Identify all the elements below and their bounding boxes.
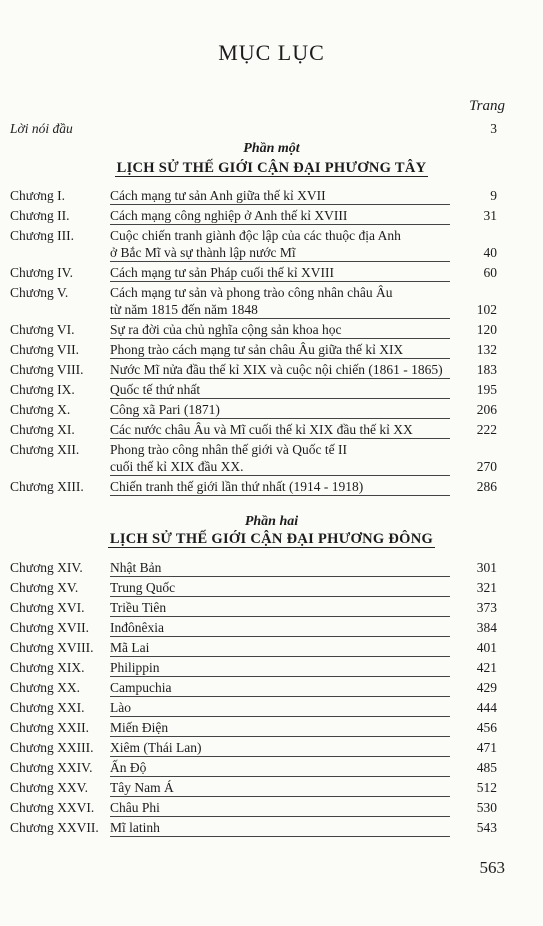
chapter-entry: [0, 819, 543, 836]
chapter-title-line: Các nước châu Âu và Mĩ cuối thế kỉ XIX đầu thế kỉ XX: [110, 422, 413, 437]
chapter-title-line: Mã Lai: [110, 640, 150, 655]
chapter-page: 195: [476, 382, 497, 397]
chapter-entry: [0, 559, 543, 576]
chapter-page: 421: [476, 660, 497, 675]
chapter-entry: [0, 264, 543, 281]
chapter-page: 384: [476, 620, 497, 635]
chapter-page: 120: [476, 322, 497, 337]
chapter-number: Chương VII.: [10, 342, 79, 357]
chapter-title-line: Cách mạng tư sản Pháp cuối thế kỉ XVIII: [110, 265, 335, 280]
chapter-title: [110, 187, 450, 205]
chapter-number: Chương XII.: [10, 442, 80, 457]
chapter-number: Chương XXV.: [10, 780, 88, 795]
chapter-title-line: Công xã Pari (1871): [110, 402, 220, 417]
chapter-title: [110, 321, 450, 339]
chapter-page: 9: [490, 188, 497, 203]
page-column-header: Trang: [469, 98, 505, 114]
chapter-entry: [0, 361, 543, 378]
chapter-title-line: Mĩ latinh: [110, 820, 160, 835]
chapter-page: 471: [476, 740, 497, 755]
chapter-page: 530: [476, 800, 497, 815]
chapter-number: Chương X.: [10, 402, 71, 417]
chapter-title: [110, 579, 450, 597]
chapter-title-line: Sự ra đời của chủ nghĩa cộng sản khoa học: [110, 322, 342, 337]
chapter-page: 401: [476, 640, 497, 655]
chapter-entry: [0, 739, 543, 756]
chapter-page: 286: [476, 479, 497, 494]
chapter-title: [110, 264, 450, 282]
chapter-number: Chương XXIV.: [10, 760, 93, 775]
chapter-title-line: Triều Tiên: [110, 600, 167, 615]
chapter-title-line: Cách mạng công nghiệp ở Anh thế kỉ XVIII: [110, 208, 348, 223]
chapter-number: Chương XXVI.: [10, 800, 95, 815]
chapter-title-line: Chiến tranh thế giới lần thứ nhất (1914 - 1918): [110, 479, 364, 494]
chapter-entry: [0, 401, 543, 418]
chapter-title-line: Ấn Độ: [110, 760, 147, 775]
chapter-entry: [0, 599, 543, 616]
chapter-entry: [0, 779, 543, 796]
chapter-entry: [0, 679, 543, 696]
chapter-title-line: Nhật Bản: [110, 560, 162, 575]
chapter-title: [110, 599, 450, 617]
chapter-title: [110, 659, 450, 677]
chapter-title-line: Philippin: [110, 660, 160, 675]
chapter-number: Chương XIX.: [10, 660, 85, 675]
chapter-entry: [0, 478, 543, 495]
chapter-title-line: Lào: [110, 700, 131, 715]
chapter-entry: [0, 639, 543, 656]
chapter-title-line: Tây Nam Á: [110, 780, 174, 795]
chapter-number: Chương XXII.: [10, 720, 89, 735]
chapter-entry: [0, 207, 543, 224]
chapter-number: Chương XI.: [10, 422, 75, 437]
chapter-entry: [0, 659, 543, 676]
chapter-title: [110, 759, 450, 777]
chapter-title-line: Xiêm (Thái Lan): [110, 740, 202, 755]
chapter-number: Chương I.: [10, 188, 65, 203]
chapter-entry: [0, 799, 543, 816]
chapter-number: Chương XVI.: [10, 600, 85, 615]
intro-page: 3: [490, 121, 497, 136]
part-two-label: Phần hai: [244, 514, 299, 529]
chapter-number: Chương XXVII.: [10, 820, 99, 835]
chapter-page: 40: [483, 245, 497, 260]
chapter-number: Chương IX.: [10, 382, 75, 397]
chapter-title: [110, 441, 450, 476]
chapter-title: [110, 819, 450, 837]
chapter-number: Chương XIV.: [10, 560, 83, 575]
chapter-number: Chương VIII.: [10, 362, 84, 377]
chapter-title: [110, 559, 450, 577]
chapter-entry: [0, 421, 543, 438]
chapter-page: 222: [476, 422, 497, 437]
chapter-title: [110, 779, 450, 797]
chapter-title-line: Quốc tế thứ nhất: [110, 382, 201, 397]
chapter-page: 485: [476, 760, 497, 775]
chapter-entry: [0, 321, 543, 338]
chapter-title-line: Campuchia: [110, 680, 172, 695]
chapter-page: 373: [476, 600, 497, 615]
chapter-title-line: Phong trào công nhân thế giới và Quốc tế II: [110, 442, 347, 457]
chapter-page: 31: [483, 208, 497, 223]
chapter-title-line: Inđônêxia: [110, 620, 164, 635]
chapter-page: 444: [476, 700, 497, 715]
chapter-title: [110, 401, 450, 419]
chapter-title: [110, 799, 450, 817]
chapter-title-line: cuối thế kỉ XIX đầu XX.: [110, 459, 244, 474]
chapter-title: [110, 679, 450, 697]
chapter-entry: [0, 759, 543, 776]
chapter-page: 183: [476, 362, 497, 377]
chapter-page: 301: [476, 560, 497, 575]
chapter-title-line: Nước Mĩ nửa đầu thế kỉ XIX và cuộc nội chiến (1861 - 1865): [110, 362, 443, 377]
chapter-title: [110, 421, 450, 439]
chapter-title-line: Cách mạng tư sản Anh giữa thế kỉ XVII: [110, 188, 326, 203]
chapter-title-line: từ năm 1815 đến năm 1848: [110, 302, 258, 317]
chapter-entry: [0, 341, 543, 358]
chapter-number: Chương XX.: [10, 680, 80, 695]
part-two-title: LỊCH SỬ THẾ GIỚI CẬN ĐẠI PHƯƠNG ĐÔNG: [109, 531, 434, 547]
chapter-entry: [0, 441, 543, 475]
part-one-title: LỊCH SỬ THẾ GIỚI CẬN ĐẠI PHƯƠNG TÂY: [116, 160, 427, 176]
chapter-entry: [0, 381, 543, 398]
chapter-title-line: Trung Quốc: [110, 580, 176, 595]
part-one-label: Phần một: [243, 141, 300, 156]
chapter-number: Chương XV.: [10, 580, 79, 595]
chapter-entry: [0, 187, 543, 204]
page-title: MỤC LỤC: [218, 40, 325, 65]
chapter-number: Chương III.: [10, 228, 74, 243]
intro-label: Lời nói đầu: [10, 121, 73, 136]
chapter-page: 270: [476, 459, 497, 474]
chapter-title: [110, 341, 450, 359]
chapter-title-line: Phong trào cách mạng tư sản châu Âu giữa thế kỉ XIX: [110, 342, 404, 357]
chapter-entry: [0, 719, 543, 736]
chapter-page: 456: [476, 720, 497, 735]
chapter-number: Chương VI.: [10, 322, 75, 337]
chapter-title: [110, 699, 450, 717]
chapter-page: 429: [476, 680, 497, 695]
chapter-title: [110, 361, 450, 379]
chapter-entry: [0, 619, 543, 636]
chapter-number: Chương XXIII.: [10, 740, 94, 755]
chapter-title: [110, 207, 450, 225]
chapter-title-line: Miến Điện: [110, 720, 169, 735]
chapter-title: [110, 284, 450, 319]
page-number: 563: [479, 858, 505, 877]
chapter-title: [110, 227, 450, 262]
chapter-number: Chương XXI.: [10, 700, 85, 715]
chapter-page: 512: [476, 780, 497, 795]
chapter-title: [110, 619, 450, 637]
chapter-title-line: Châu Phi: [110, 800, 160, 815]
chapter-entry: [0, 284, 543, 318]
chapter-title-line: Cuộc chiến tranh giành độc lập của các thuộc địa Anh: [110, 228, 401, 243]
chapter-number: Chương XIII.: [10, 479, 84, 494]
chapter-page: 60: [483, 265, 497, 280]
chapter-entry: [0, 579, 543, 596]
chapter-entry: [0, 227, 543, 261]
chapter-title: [110, 381, 450, 399]
chapter-page: 543: [476, 820, 497, 835]
chapter-title: [110, 639, 450, 657]
chapter-title: [110, 739, 450, 757]
chapter-page: 321: [476, 580, 497, 595]
chapter-number: Chương V.: [10, 285, 69, 300]
chapter-number: Chương XVIII.: [10, 640, 94, 655]
chapter-page: 132: [476, 342, 497, 357]
chapter-title: [110, 478, 450, 496]
chapter-page: 206: [476, 402, 497, 417]
chapter-page: 102: [476, 302, 497, 317]
chapter-title-line: Cách mạng tư sản và phong trào công nhân châu Âu: [110, 285, 393, 300]
chapter-number: Chương IV.: [10, 265, 73, 280]
chapter-number: Chương XVII.: [10, 620, 89, 635]
chapter-title-line: ở Bắc Mĩ và sự thành lập nước Mĩ: [110, 245, 296, 260]
chapter-title: [110, 719, 450, 737]
chapter-entry: [0, 699, 543, 716]
chapter-number: Chương II.: [10, 208, 70, 223]
